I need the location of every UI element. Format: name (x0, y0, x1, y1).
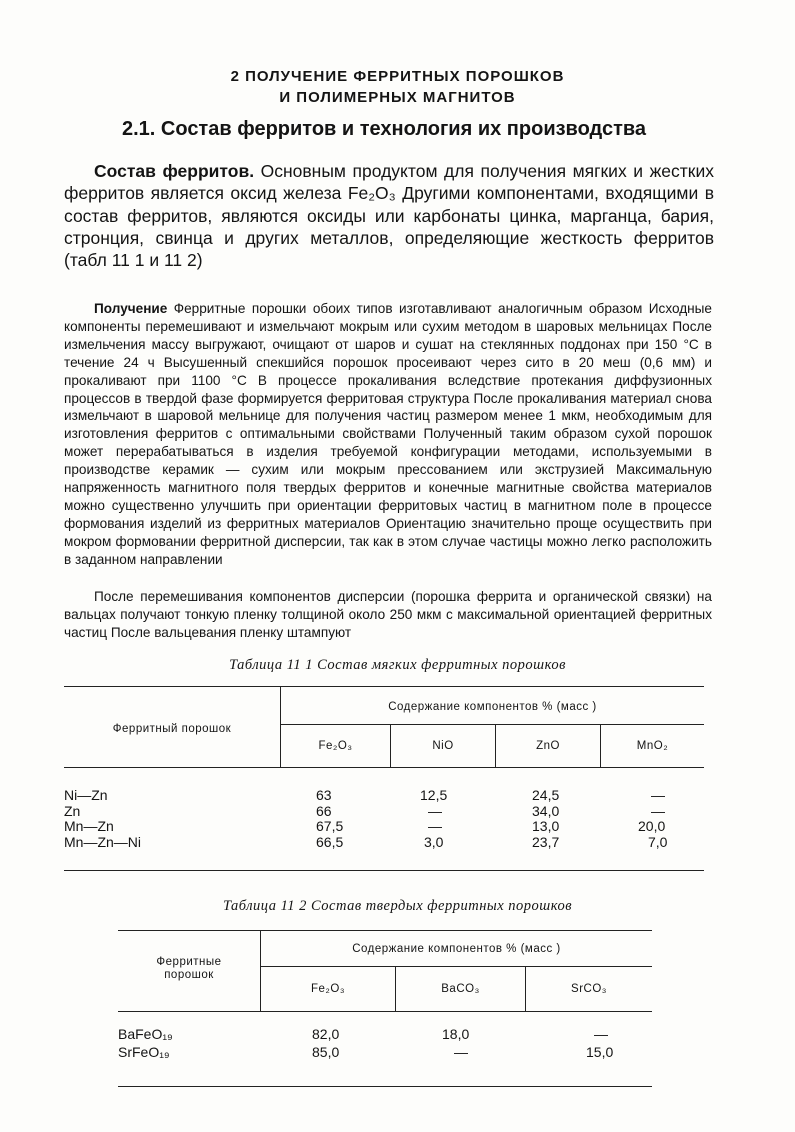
chapter-heading-line1: 2 ПОЛУЧЕНИЕ ФЕРРИТНЫХ ПОРОШКОВ (230, 68, 565, 85)
table2-group-rule (261, 966, 652, 967)
table2-header-first-line1: Ферритные (156, 956, 222, 968)
table2-header-rule (118, 1011, 652, 1012)
table1-header-rule (64, 767, 704, 768)
section-title: 2.1. Состав ферритов и технология их производства (122, 118, 647, 140)
intro-lead: Состав ферритов. (94, 161, 255, 181)
table1-row3-name: Mn—Zn (64, 818, 114, 834)
table1-top-rule (64, 686, 704, 687)
table1-group-header: Содержание компонентов % (масс ) (388, 701, 597, 713)
table1-caption: Таблица 11 1 Состав мягких ферритных порошков (229, 657, 566, 673)
table1-row1-name: Ni—Zn (64, 787, 108, 803)
table1-row4-mno2: 7,0 (648, 833, 668, 850)
table1-bottom-rule (64, 870, 704, 871)
table2-col-baco3: BaCO₃ (441, 983, 480, 995)
table1-row1-zno: 24,5 (532, 787, 560, 803)
table1-col-fe2o3: Fe₂O₃ (318, 740, 353, 752)
table1-row4-name: Mn—Zn—Ni (64, 833, 142, 850)
table2-row2-fe2o3: 85,0 (312, 1044, 340, 1060)
table1-body (64, 788, 704, 852)
table1-first-col-divider (280, 687, 281, 767)
table1-row1-fe2o3: 63 (316, 787, 332, 803)
chapter-heading-line2: И ПОЛИМЕРНЫХ МАГНИТОВ (279, 89, 516, 106)
table1-col-mno2: MnO₂ (636, 740, 669, 752)
table2-col-fe2o3: Fe₂O₃ (310, 983, 345, 995)
table1-header-first: Ферритный порошок (112, 723, 232, 735)
table1-group-rule (281, 724, 704, 725)
table1-row3-nio: — (428, 818, 442, 834)
table2-caption: Таблица 11 2 Состав твердых ферритных порошков (222, 898, 573, 914)
table1-row3-fe2o3: 67,5 (316, 818, 344, 834)
table2-group-header: Содержание компонентов % (масс ) (352, 943, 561, 955)
table1-row4-zno: 23,7 (532, 833, 560, 850)
intro-text: Основным продуктом для получения мягких и жестких ферритов является оксид железа Fe₂O₃ Другими компонентами, входящими в состав ферритов, являются оксиды или карбонаты цинка, марганца, бария, стронция, свинца и других металлов, определяющие жесткость ферритов (табл 11 1 и 11 2) (64, 161, 714, 271)
table1-row1-mno2: — (651, 787, 665, 803)
table1-row2-name: Zn (64, 802, 81, 819)
table1-col-nio: NiO (432, 740, 454, 752)
table1-row4-fe2o3: 66,5 (316, 833, 344, 850)
table1-row4-nio: 3,0 (424, 833, 444, 850)
production-text: Ферритные порошки обоих типов изготавливают аналогичным образом Исходные компоненты перемешивают и измельчают мокрым или сухим методом в шаровых мельницах После измельчения массу выгружают, очищают от шаров и сушат на стеклянных поддонах при 150 °С в течение 24 ч Высушенный спекшийся порошок просеивают через сито в 20 меш (0,6 мм) и прокаливают при 1100 °С В процессе прокаливания вследствие протекания диффузионных процессов в твердой фазе формируется ферритовая структура После прокаливания материал снова измельчают в шаровой мельнице для получения частиц размером менее 1 мкм, необходимым для изготовления ферритов с оптимальными свойствами Полученный таким образом сухой порошок может перерабатываться в изделия требуемой конфигурации методами, используемыми в производстве керамик — сухим или мокрым прессованием или экструзией Максимальную напряженность магнитного поля твердых ферритов и конечные магнитные свойства материалов можно существенно улучшить при ориентации ферритовых частиц в магнитном поле в процессе формования изделий из ферритных материалов Ориентацию значительно проще осуществить при мокром формовании ферритной дисперсии, так как в этом случае частицы можно легко расположить в заданном направлении (64, 301, 712, 567)
table2-col-srco3: SrCO₃ (571, 983, 607, 995)
table2-body (118, 1027, 652, 1067)
table2-row1-srco3: — (594, 1026, 608, 1042)
table1-row2-fe2o3: 66 (316, 802, 332, 819)
table1-row3-zno: 13,0 (532, 818, 560, 834)
table1-row2-zno: 34,0 (532, 802, 560, 819)
table1-row2-mno2: — (651, 802, 665, 819)
table2-top-rule (118, 930, 652, 931)
table1-row2-nio: — (428, 802, 442, 819)
table2-row1-baco3: 18,0 (442, 1026, 470, 1042)
table2-row2-name: SrFeO₁₉ (118, 1044, 170, 1060)
table2-row1-name: BaFeO₁₉ (118, 1026, 173, 1042)
table2-row2-baco3: — (454, 1044, 468, 1060)
mixing-paragraph: После перемешивания компонентов дисперсии (порошка феррита и органической связки) на вальцах получают тонкую пленку толщиной около 250 мкм с максимальной ориентацией ферритных частиц После вальцевания пленку штампуют (64, 589, 712, 640)
table1-row3-mno2: 20,0 (638, 818, 666, 834)
table2-row2-srco3: 15,0 (586, 1044, 614, 1060)
table2-bottom-rule (118, 1086, 652, 1087)
table1-row1-nio: 12,5 (420, 787, 448, 803)
table1-col-zno: ZnO (536, 740, 560, 752)
intro-paragraph (64, 160, 714, 271)
production-lead: Получение (94, 301, 168, 316)
production-paragraph (64, 300, 712, 569)
table2-row1-fe2o3: 82,0 (312, 1026, 340, 1042)
table2-header-first-line2: порошок (164, 969, 214, 981)
